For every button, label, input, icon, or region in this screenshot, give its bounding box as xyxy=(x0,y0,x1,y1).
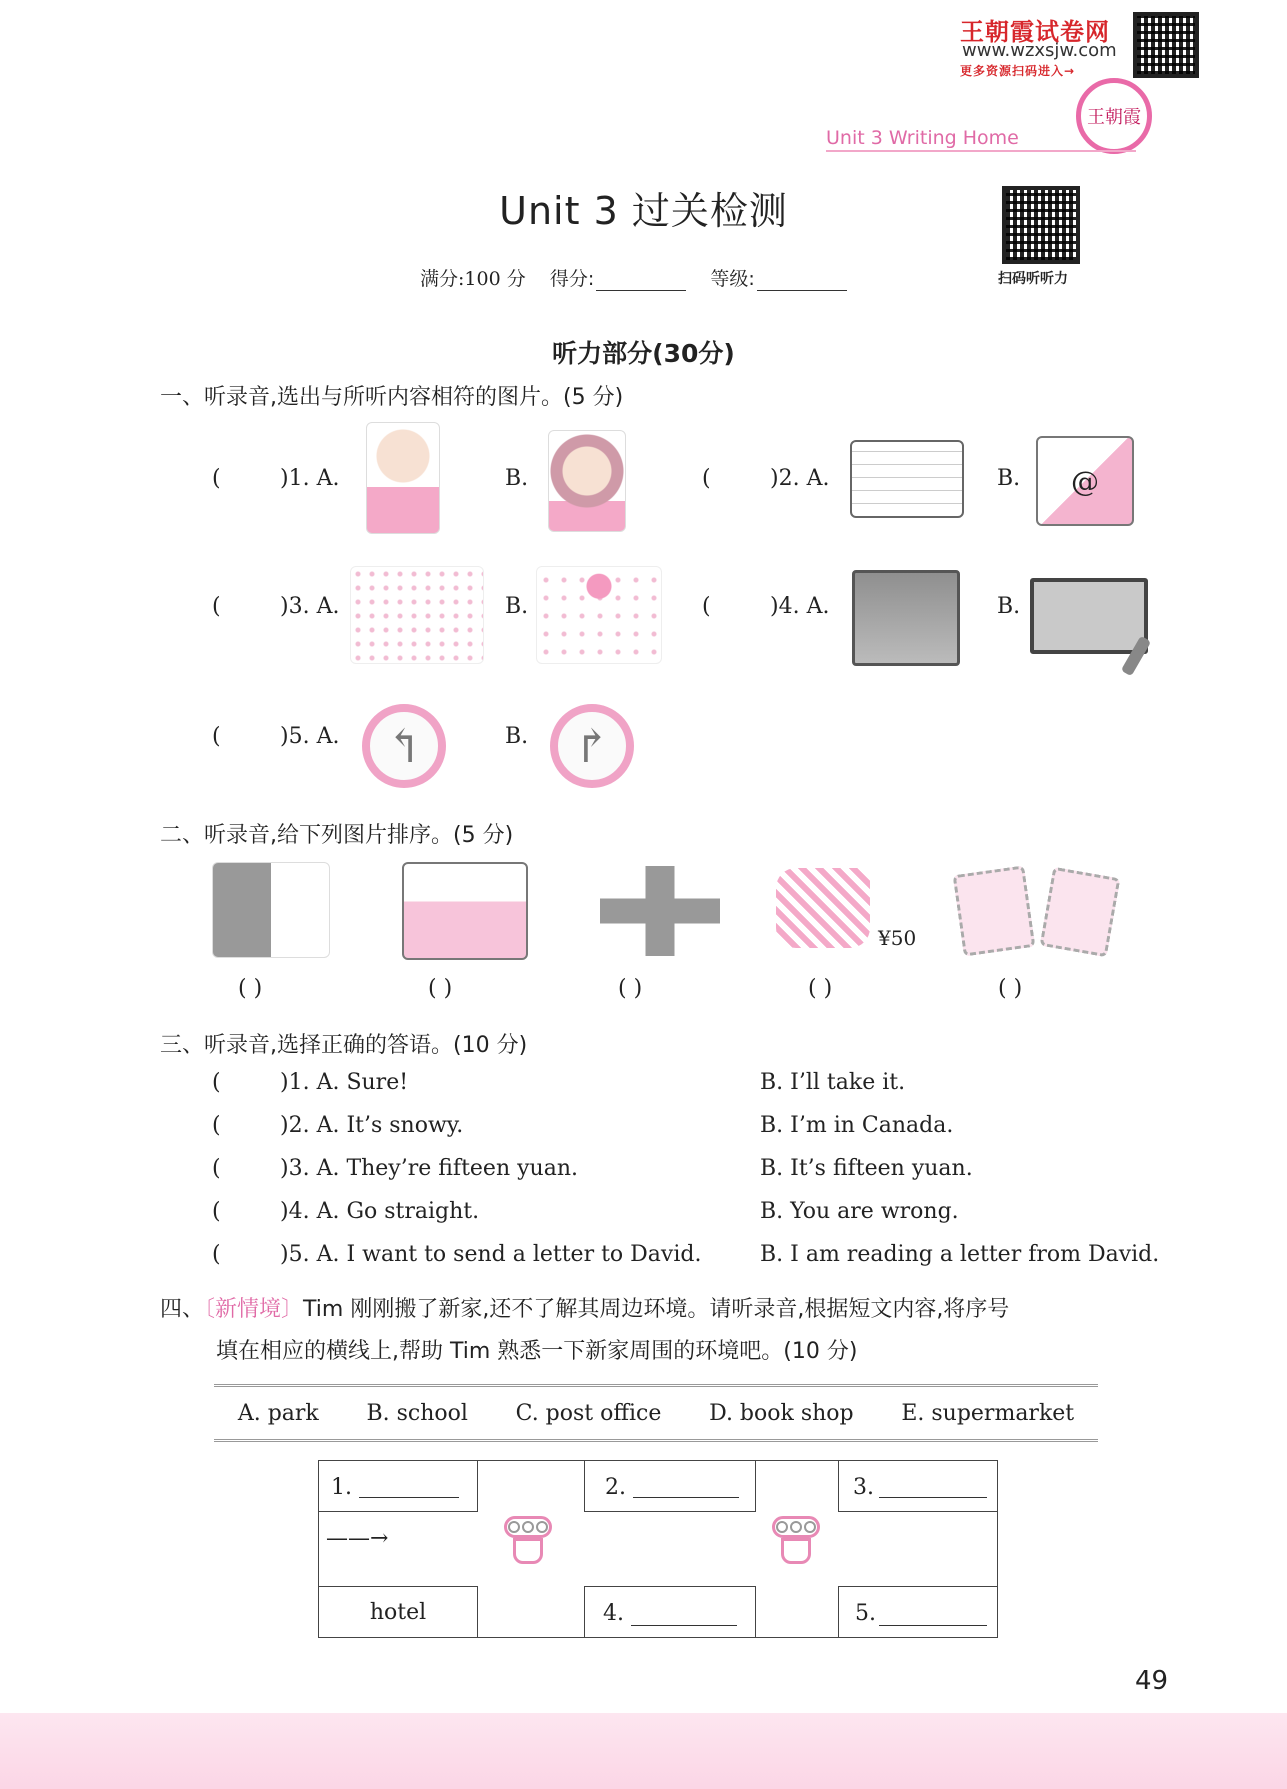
map-hotel xyxy=(318,1586,478,1638)
block-num: 3. xyxy=(853,1475,874,1500)
block-num: 1. xyxy=(331,1475,352,1500)
map-block-3 xyxy=(838,1460,998,1512)
s3-q1-b: B. I’ll take it. xyxy=(760,1070,906,1095)
q-number: )3. A. xyxy=(280,594,340,619)
traffic-light-icon xyxy=(504,1516,552,1564)
tv-icon[interactable] xyxy=(1030,578,1148,654)
s3-q1 xyxy=(212,1070,408,1095)
brand-seal-icon xyxy=(1076,78,1152,154)
at-symbol: @ xyxy=(1071,464,1099,498)
option-a: )3. A. They’re fifteen yuan. xyxy=(280,1156,578,1181)
answer-paren[interactable]: ( xyxy=(212,1156,221,1181)
s3-q2 xyxy=(212,1113,463,1138)
s2-paren-4[interactable]: ( ) xyxy=(808,976,833,1001)
computer-icon[interactable] xyxy=(852,570,960,666)
s3-q5 xyxy=(212,1242,701,1267)
turn-left-icon[interactable] xyxy=(362,704,446,788)
answer-paren[interactable]: ( xyxy=(212,466,221,491)
s3-q4-b: B. You are wrong. xyxy=(760,1199,959,1224)
direction-arrow: ——→ xyxy=(326,1526,389,1551)
option-book-shop: D. book shop xyxy=(709,1400,854,1426)
girl-icon[interactable] xyxy=(548,430,626,532)
great-wall-icon[interactable] xyxy=(402,862,528,960)
s3-q4 xyxy=(212,1199,479,1224)
turn-right-icon[interactable] xyxy=(550,704,634,788)
q-number: )2. A. xyxy=(770,466,830,491)
s2-paren-5[interactable]: ( ) xyxy=(998,976,1023,1001)
block-num: 2. xyxy=(605,1475,626,1500)
s3-q3-b: B. It’s fifteen yuan. xyxy=(760,1156,973,1181)
email-icon[interactable] xyxy=(1036,436,1134,526)
s4-prefix: 四、 xyxy=(160,1297,205,1322)
right-arrow-glyph: ↱ xyxy=(572,719,612,773)
answer-paren[interactable]: ( xyxy=(212,1070,221,1095)
snowy-icon[interactable] xyxy=(350,566,484,664)
s2-paren-3[interactable]: ( ) xyxy=(618,976,643,1001)
s1-q1 xyxy=(212,466,339,491)
stamp-icon[interactable] xyxy=(953,865,1036,956)
brand-qr-icon[interactable] xyxy=(1133,12,1199,78)
s2-paren-2[interactable]: ( ) xyxy=(428,976,453,1001)
new-context-tag: 〔新情境〕 xyxy=(204,1297,304,1322)
unit-divider xyxy=(826,150,1136,152)
section1-title: 一、听录音,选出与所听内容相符的图片。(5 分) xyxy=(160,385,624,410)
blank-line[interactable] xyxy=(359,1497,459,1498)
grade-label: 等级: xyxy=(710,268,755,290)
word-bank xyxy=(214,1384,1098,1442)
page-number: 49 xyxy=(1135,1666,1169,1696)
map-block-4 xyxy=(584,1586,756,1638)
block-num: 4. xyxy=(603,1601,624,1626)
postcard-icon[interactable] xyxy=(850,440,964,518)
s1-q4-b: B. xyxy=(997,594,1021,619)
answer-paren[interactable]: ( xyxy=(702,466,711,491)
brand-name: 王朝霞试卷网 xyxy=(960,18,1110,46)
answer-paren[interactable]: ( xyxy=(212,1199,221,1224)
brand-more: 更多资源扫码进入→ xyxy=(960,64,1076,78)
s1-q5-b: B. xyxy=(505,724,529,749)
s3-q2-b: B. I’m in Canada. xyxy=(760,1113,954,1138)
q-number: )5. A. xyxy=(280,724,340,749)
s1-q4 xyxy=(702,594,829,619)
q-number: )4. A. xyxy=(770,594,830,619)
s1-q3-b: B. xyxy=(505,594,529,619)
section4-line1 xyxy=(160,1292,1009,1323)
blank-line[interactable] xyxy=(879,1497,987,1498)
blank-line[interactable] xyxy=(879,1625,987,1626)
s1-q2-b: B. xyxy=(997,466,1021,491)
answer-paren[interactable]: ( xyxy=(212,594,221,619)
option-a: )1. A. Sure! xyxy=(280,1070,409,1095)
q-number: )1. A. xyxy=(280,466,340,491)
blank-line[interactable] xyxy=(633,1497,739,1498)
score-row xyxy=(420,264,865,291)
footer-band xyxy=(0,1713,1287,1789)
map-block-5 xyxy=(838,1586,998,1638)
shoes-icon[interactable] xyxy=(776,868,870,948)
traffic-light-icon xyxy=(772,1516,820,1564)
s4-text1: Tim 刚刚搬了新家,还不了解其周边环境。请听录音,根据短文内容,将序号 xyxy=(303,1297,1010,1322)
left-arrow-glyph: ↰ xyxy=(384,719,424,773)
s3-q5-b: B. I am reading a letter from David. xyxy=(760,1242,1160,1267)
sunny-icon[interactable] xyxy=(536,566,662,664)
brand-seal-text: 王朝霞 xyxy=(1087,107,1141,128)
answer-paren[interactable]: ( xyxy=(702,594,711,619)
shoes-price: ¥50 xyxy=(878,926,917,950)
s1-q3 xyxy=(212,594,339,619)
full-marks: 满分:100 分 xyxy=(420,268,526,290)
page-title: Unit 3 过关检测 xyxy=(499,189,788,233)
grade-field[interactable] xyxy=(757,270,847,291)
listening-qr-icon[interactable] xyxy=(1002,186,1080,264)
section3-title: 三、听录音,选择正确的答语。(10 分) xyxy=(160,1033,528,1058)
answer-paren[interactable]: ( xyxy=(212,724,221,749)
option-post-office: C. post office xyxy=(515,1400,662,1426)
option-supermarket: E. supermarket xyxy=(901,1400,1075,1426)
listening-heading: 听力部分(30分) xyxy=(552,339,735,368)
s2-paren-1[interactable]: ( ) xyxy=(238,976,263,1001)
boy-icon[interactable] xyxy=(366,422,440,534)
section2-title: 二、听录音,给下列图片排序。(5 分) xyxy=(160,823,514,848)
option-a: )5. A. I want to send a letter to David. xyxy=(280,1242,702,1267)
hotel-label: hotel xyxy=(369,1599,427,1625)
blank-line[interactable] xyxy=(631,1625,737,1626)
stamp-icon-2[interactable] xyxy=(1040,867,1121,958)
s1-q2 xyxy=(702,466,829,491)
brand-url[interactable]: www.wzxsjw.com xyxy=(962,40,1117,61)
s1-q1-b: B. xyxy=(505,466,529,491)
section4-line2: 填在相应的横线上,帮助 Tim 熟悉一下新家周围的环境吧。(10 分) xyxy=(216,1339,858,1364)
option-park: A. park xyxy=(237,1400,319,1426)
unit-tag: Unit 3 Writing Home xyxy=(826,127,1019,149)
score-label: 得分: xyxy=(549,268,595,290)
map-block-2 xyxy=(584,1460,756,1512)
s1-q5 xyxy=(212,724,339,749)
block-num: 5. xyxy=(855,1601,876,1626)
option-a: )2. A. It’s snowy. xyxy=(280,1113,464,1138)
answer-paren[interactable]: ( xyxy=(212,1242,221,1267)
score-field[interactable] xyxy=(596,270,686,291)
email-scene-icon[interactable] xyxy=(212,862,330,958)
qr-label: 扫码听听力 xyxy=(998,271,1068,287)
map-block-1 xyxy=(318,1460,478,1512)
answer-paren[interactable]: ( xyxy=(212,1113,221,1138)
option-a: )4. A. Go straight. xyxy=(280,1199,480,1224)
option-school: B. school xyxy=(366,1400,468,1426)
s3-q3 xyxy=(212,1156,578,1181)
crossroad-icon[interactable] xyxy=(600,866,720,956)
